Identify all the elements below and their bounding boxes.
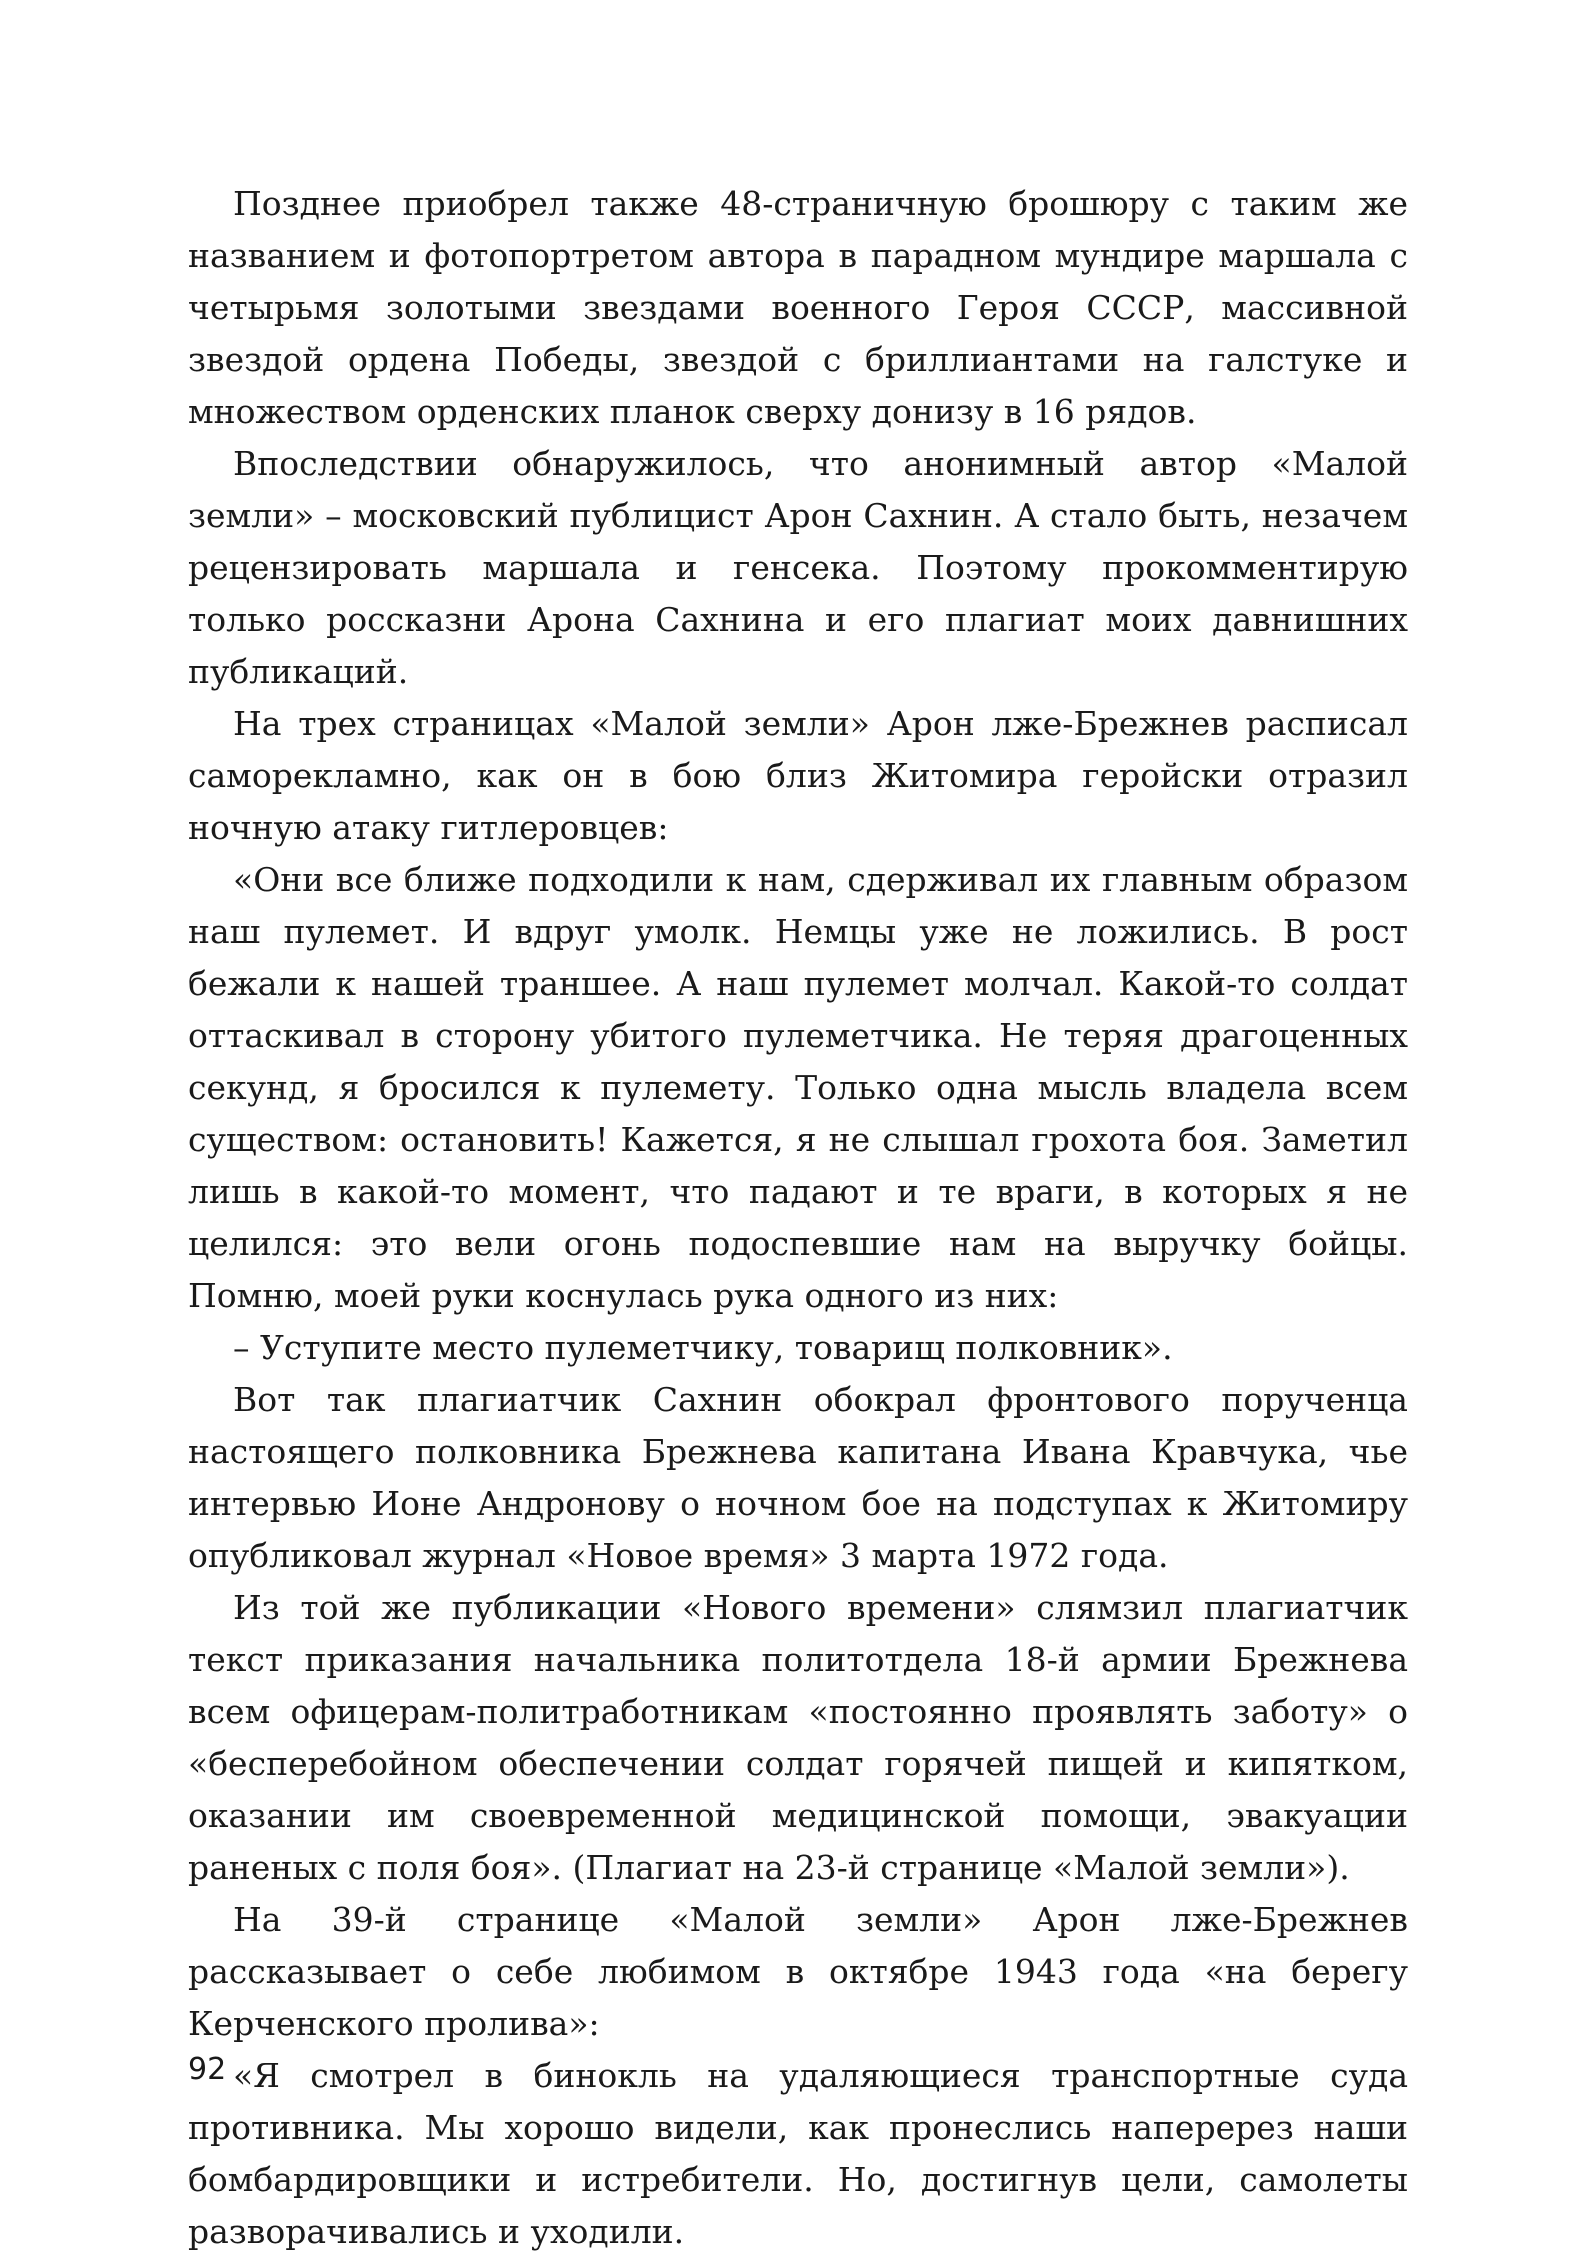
page-number: 92 — [188, 2052, 227, 2087]
paragraph: Впоследствии обнаружилось, что анонимный автор «Малой земли» – московский публицист Арон Сахнин. А стало быть, незачем рецензировать маршала и генсека. Поэтому прокомментирую только россказни Арона Сахнина и его плагиат моих давнишних публикаций. — [188, 444, 1408, 691]
paragraph: – Уступите место пулеметчику, товарищ полковник». — [233, 1328, 1173, 1367]
page-body — [188, 178, 1408, 2258]
paragraph: На 39-й странице «Малой земли» Арон лже-Брежнев рассказывает о себе любимом в октябре 1943 года «на берегу Керченского пролива»: — [188, 1900, 1408, 2043]
paragraph: На трех страницах «Малой земли» Арон лже-Брежнев расписал саморекламно, как он в бою близ Житомира геройски отразил ночную атаку гитлеровцев: — [188, 704, 1408, 847]
paragraph: «Я смотрел в бинокль на удаляющиеся транспортные суда противника. Мы хорошо видели, как пронеслись наперерез наши бомбардировщики и истребители. Но, достигнув цели, самолеты разворачивались и уходили. — [188, 2056, 1408, 2251]
paragraph: Из той же публикации «Нового времени» слямзил плагиатчик текст приказания начальника политотдела 18-й армии Брежнева всем офицерам-политработникам «постоянно проявлять заботу» о «бесперебойном обеспечении солдат горячей пищей и кипятком, оказании им своевременной медицинской помощи, эвакуации раненых с поля боя». (Плагиат на 23-й странице «Малой земли»). — [188, 1588, 1408, 1887]
paragraph: Позднее приобрел также 48-страничную брошюру с таким же названием и фотопортретом автора в парадном мундире маршала с четырьмя золотыми звездами военного Героя СССР, массивной звездой ордена Победы, звездой с бриллиантами на галстуке и множеством орденских планок сверху донизу в 16 рядов. — [188, 184, 1408, 431]
paragraph: Вот так плагиатчик Сахнин обокрал фронтового порученца настоящего полковника Брежнева капитана Ивана Кравчука, чье интервью Ионе Андронову о ночном бое на подступах к Житомиру опубликовал журнал «Новое время» 3 марта 1972 года. — [188, 1380, 1408, 1575]
paragraph: «Они все ближе подходили к нам, сдерживал их главным образом наш пулемет. И вдруг умолк. Немцы уже не ложились. В рост бежали к нашей траншее. А наш пулемет молчал. Какой-то солдат оттаскивал в сторону убитого пулеметчика. Не теряя драгоценных секунд, я бросился к пулемету. Только одна мысль владела всем существом: остановить! Кажется, я не слышал грохота боя. Заметил лишь в какой-то момент, что падают и те враги, в которых я не целился: это вели огонь подоспевшие нам на выручку бойцы. Помню, моей руки коснулась рука одного из них: — [188, 860, 1408, 1315]
